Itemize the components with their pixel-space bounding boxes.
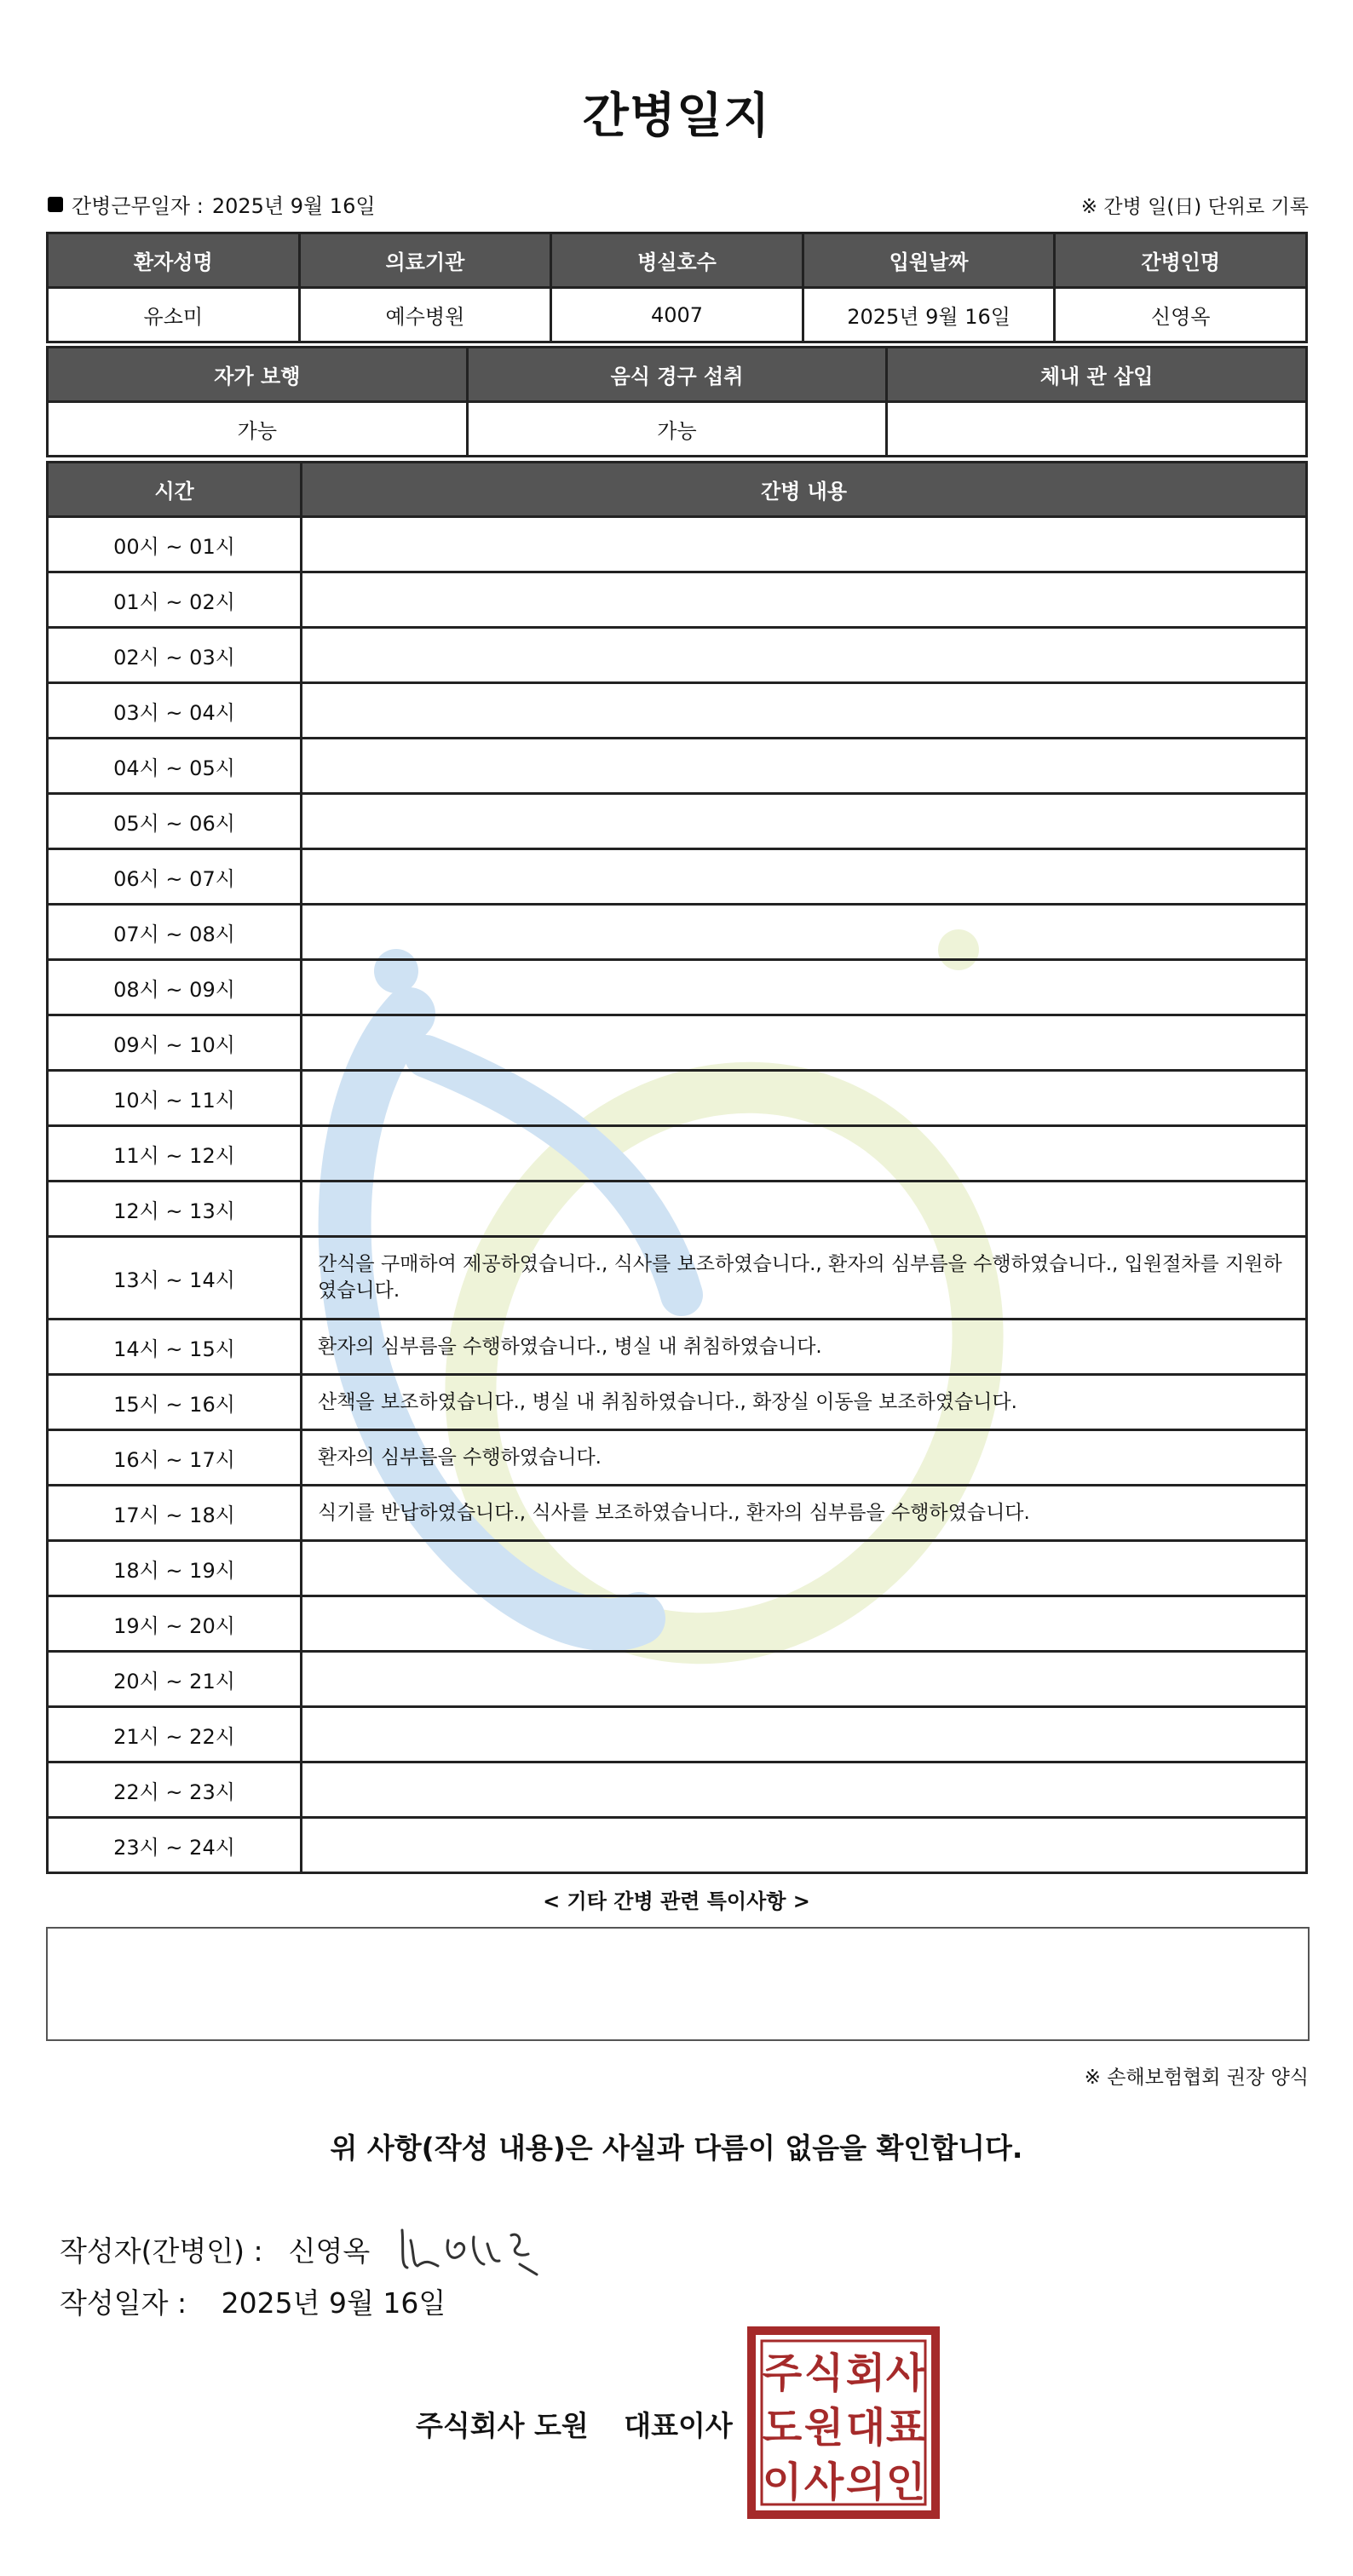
header-self-walking: 자가 보행: [48, 348, 468, 402]
log-content: [302, 683, 1307, 739]
log-content: [302, 572, 1307, 628]
seal-char: 이: [762, 2458, 803, 2506]
hospital-name: 예수병원: [299, 288, 551, 342]
log-time: 08시 ~ 09시: [48, 960, 302, 1015]
log-time: 19시 ~ 20시: [48, 1596, 302, 1652]
log-time: 09시 ~ 10시: [48, 1015, 302, 1071]
log-content: [302, 1126, 1307, 1182]
header-tube-insertion: 체내 관 삽입: [887, 348, 1307, 402]
seal-char: 인: [885, 2458, 926, 2506]
write-date-label: 작성일자 :: [60, 2286, 187, 2320]
page-title: 간병일지: [582, 89, 771, 144]
log-content: [302, 517, 1307, 572]
log-time: 15시 ~ 16시: [48, 1375, 302, 1430]
log-content: [302, 1652, 1307, 1707]
log-time: 14시 ~ 15시: [48, 1320, 302, 1375]
header-time: 시간: [48, 463, 302, 517]
log-time: 23시 ~ 24시: [48, 1818, 302, 1873]
log-content: [302, 628, 1307, 683]
log-time: 06시 ~ 07시: [48, 849, 302, 905]
log-time: 04시 ~ 05시: [48, 739, 302, 794]
log-time: 20시 ~ 21시: [48, 1652, 302, 1707]
seal-char: 회: [845, 2349, 886, 2397]
log-content: [302, 960, 1307, 1015]
room-number: 4007: [551, 288, 803, 342]
log-content: [302, 739, 1307, 794]
log-time: 00시 ~ 01시: [48, 517, 302, 572]
log-time: 22시 ~ 23시: [48, 1762, 302, 1818]
work-date-value: 2025년 9월 16일: [211, 194, 376, 218]
log-content: [302, 1071, 1307, 1126]
log-content: 환자의 심부름을 수행하였습니다.: [302, 1430, 1307, 1486]
log-content: [302, 905, 1307, 960]
seal-char: 대: [845, 2404, 886, 2452]
header-patient-name: 환자성명: [48, 233, 300, 288]
write-date-value: 2025년 9월 16일: [221, 2286, 446, 2320]
writer-name: 신영옥: [288, 2234, 371, 2268]
writer-label: 작성자(간병인) :: [60, 2234, 263, 2268]
log-time: 17시 ~ 18시: [48, 1486, 302, 1541]
admission-date: 2025년 9월 16일: [803, 288, 1055, 342]
log-content: [302, 1182, 1307, 1237]
log-content: 산책을 보조하였습니다., 병실 내 취침하였습니다., 화장실 이동을 보조하였습니다.: [302, 1375, 1307, 1430]
log-time: 05시 ~ 06시: [48, 794, 302, 849]
ceo-title: 대표이사: [624, 2409, 733, 2442]
log-content: [302, 1015, 1307, 1071]
log-content: [302, 1541, 1307, 1596]
log-content: 식기를 반납하였습니다., 식사를 보조하였습니다., 환자의 심부름을 수행하였습니다.: [302, 1486, 1307, 1541]
seal-char: 주: [762, 2349, 803, 2397]
log-time: 12시 ~ 13시: [48, 1182, 302, 1237]
header-oral-intake: 음식 경구 섭취: [467, 348, 887, 402]
log-time: 11시 ~ 12시: [48, 1126, 302, 1182]
patient-name: 유소미: [48, 288, 300, 342]
handwritten-signature: [392, 2215, 554, 2283]
patient-status-table: [46, 346, 1308, 457]
caregiver-name: 신영옥: [1055, 288, 1307, 342]
seal-char: 의: [845, 2458, 886, 2506]
log-content: [302, 1762, 1307, 1818]
log-time: 02시 ~ 03시: [48, 628, 302, 683]
tube-insertion-value: [887, 402, 1307, 457]
log-time: 10시 ~ 11시: [48, 1071, 302, 1126]
company-line: [416, 2404, 733, 2444]
oral-intake-value: 가능: [467, 402, 887, 457]
writer-line: [60, 2215, 554, 2283]
bullet-square-icon: [48, 197, 63, 212]
self-walking-value: 가능: [48, 402, 468, 457]
seal-char: 사: [885, 2349, 926, 2397]
notes-title: < 기타 간병 관련 특이사항 >: [543, 1889, 810, 1913]
log-content: 간식을 구매하여 제공하였습니다., 식사를 보조하였습니다., 환자의 심부름을 수행하였습니다., 입원절차를 지원하였습니다.: [302, 1237, 1307, 1320]
log-content: 환자의 심부름을 수행하였습니다., 병실 내 취침하였습니다.: [302, 1320, 1307, 1375]
log-time: 13시 ~ 14시: [48, 1237, 302, 1320]
patient-info-table: [46, 232, 1308, 343]
work-date-line: [48, 189, 376, 219]
log-time: 21시 ~ 22시: [48, 1707, 302, 1762]
notes-box: [46, 1927, 1310, 2041]
log-content: [302, 1818, 1307, 1873]
log-time: 07시 ~ 08시: [48, 905, 302, 960]
seal-char: 사: [803, 2458, 844, 2506]
care-log-table: [46, 461, 1308, 1874]
company-seal: [746, 2326, 941, 2520]
log-time: 01시 ~ 02시: [48, 572, 302, 628]
seal-char: 도: [762, 2404, 803, 2452]
log-time: 18시 ~ 19시: [48, 1541, 302, 1596]
seal-char: 원: [803, 2404, 844, 2452]
header-room-number: 병실호수: [551, 233, 803, 288]
log-time: 16시 ~ 17시: [48, 1430, 302, 1486]
log-content: [302, 1707, 1307, 1762]
log-content: [302, 794, 1307, 849]
log-time: 03시 ~ 04시: [48, 683, 302, 739]
seal-char: 식: [803, 2349, 844, 2397]
header-caregiver-name: 간병인명: [1055, 233, 1307, 288]
header-care-content: 간병 내용: [302, 463, 1307, 517]
recommend-note: ※ 손해보험협회 권장 양식: [1084, 2067, 1309, 2089]
header-hospital: 의료기관: [299, 233, 551, 288]
company-name: 주식회사 도원: [416, 2409, 589, 2442]
write-date-line: [60, 2281, 446, 2321]
header-admission-date: 입원날짜: [803, 233, 1055, 288]
log-content: [302, 849, 1307, 905]
log-content: [302, 1596, 1307, 1652]
record-unit-note: ※ 간병 일(日) 단위로 기록: [1080, 196, 1309, 218]
seal-char: 표: [885, 2404, 926, 2452]
work-date-label: 간병근무일자 :: [72, 194, 204, 218]
confirmation-statement: 위 사항(작성 내용)은 사실과 다름이 없음을 확인합니다.: [330, 2131, 1023, 2165]
